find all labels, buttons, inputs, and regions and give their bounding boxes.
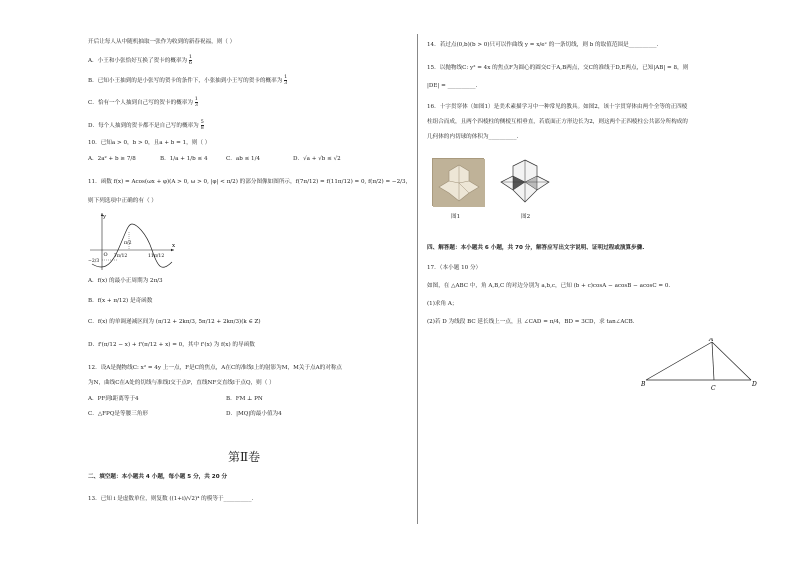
part2-heading: 二、填空题：本小题共 4 小题，每小题 5 分，共 20 分 — [88, 474, 228, 480]
q15: 15．以抛物线C: y² = 4x 的焦点F为圆心的圆交C于A,B两点，交C的准线于D,E两点，已知|AB| = 8，则 — [427, 65, 689, 71]
q12-option-c: C．△FPQ是等腰三角形 — [88, 411, 148, 417]
q10-option-b: B．1/a + 1/b ≤ 4 — [160, 156, 208, 162]
fraction: $\frac{1}{3}$ — [194, 96, 198, 108]
section-title-2: 第Ⅱ卷 — [228, 450, 261, 464]
triangle-figure — [641, 338, 759, 394]
q15-line-2: |DE| = __________. — [427, 83, 478, 89]
column-divider — [417, 34, 418, 524]
label-a: A — [709, 338, 714, 343]
q11-option-a: A．f(x) 的最小正周期为 2π/3 — [88, 278, 163, 284]
q9-option-a: A．小王和小张恰好互换了贺卡的概率为 $\frac{1}{6}$ — [88, 54, 193, 66]
figure-2-caption: 图2 — [521, 214, 531, 220]
q12-option-d: D．|MQ|的最小值为4 — [226, 411, 282, 417]
q10-option-c: C．ab ≤ 1/4 — [226, 156, 261, 162]
q12-option-a: A．PF到l距离等于4 — [88, 396, 139, 402]
q11-option-c: C．f(x) 的单调递减区间为 (π/12 + 2kπ/3, 5π/12 + 2kπ/3)(k ∈ Z) — [88, 319, 261, 325]
line-ac — [712, 342, 714, 380]
q10-option-d: D．√a + √b ≤ √2 — [293, 156, 341, 162]
line-ad — [712, 342, 751, 380]
tick-11pi12: 11π/12 — [148, 254, 165, 259]
q11-stem-2: 则下列选项中正确的有（ ） — [88, 198, 157, 204]
q16: 16．十字贯穿体（如图1）是美术素描学习中一种常见的教具。如图2，该十字贯穿体由两个全等的正四棱 — [427, 104, 688, 110]
figure-2-drawing — [497, 156, 553, 208]
q9-option-b: B．已知小王抽到的是小张写的贺卡的条件下，小张抽到小王写的贺卡的概率为 $\frac{1}{3}$ — [88, 74, 288, 86]
q16-line-3: 几何体的内切球的体积为__________. — [427, 134, 519, 140]
q16-line-2: 柱组合而成，且两个四棱柱的侧棱互相垂直，若底面正方形边长为2，则这两个正四棱柱公共部分所构成的 — [427, 119, 688, 125]
cosine-curve — [92, 224, 172, 267]
y-label: y — [103, 214, 107, 220]
part3-heading: 四、解答题：本小题共 6 小题，共 70 分，解答应写出文字说明、证明过程或演算步骤. — [427, 245, 645, 251]
q17-stem: 如图，在 △ABC 中，角 A,B,C 的对边分别为 a,b,c，已知 (b + c)cosA − acosB − acosC = 0. — [427, 283, 671, 289]
q11-option-d: D．f'(π/12 − x) + f'(π/12 + x) = 0，其中 f'(x) 为 f(x) 的导函数 — [88, 342, 255, 348]
x-axis-arrow — [171, 249, 174, 251]
fraction: $\frac{1}{6}$ — [188, 54, 193, 66]
label-d: D — [752, 381, 757, 388]
origin-label: O — [103, 252, 108, 258]
tick-7pi12: 7π/12 — [114, 254, 128, 259]
q9-option-d: D．每个人抽到的贺卡都不是自己写的概率为 $\frac{5}{8}$ — [88, 119, 204, 131]
q12-stem-2: 为N，曲线C在A处的切线与准线l交于点P，直线NF交直线l于点Q，则（ ） — [88, 380, 275, 386]
x-label: x — [172, 243, 176, 249]
q11-stem: 11．函数 f(x) = Acos(ωx + φ)(A > 0, ω > 0, |φ| < π/2) 的部分图像如图所示，f(7π/12) = f(11π/12) = 0, f(π/2) = −2/3， — [88, 179, 412, 185]
q9-option-c: C．恰有一个人抽到自己写的贺卡的概率为 $\frac{1}{3}$ — [88, 96, 198, 108]
q14: 14．若过点(0,b)(b > 0)只可以作曲线 y = x/eˣ 的一条切线，则 b 的取值范围是__________. — [427, 42, 659, 48]
q17-title: 17．（本小题 10 分） — [427, 265, 482, 271]
q12-stem: 12．设A是抛物线C: x² = 4y 上一点，F是C的焦点，A在C的准线l上的射影为M，M关于点A的对称点 — [88, 365, 343, 371]
line-ab — [646, 342, 712, 380]
q11-option-b: B．f(x + π/12) 是奇函数 — [88, 298, 153, 304]
q10-stem: 10．已知a > 0，b > 0，且a + b = 1，则（ ） — [88, 140, 211, 146]
q13: 13．已知 i 是虚数单位，则复数 ((1+i)/√2)⁴ 的模等于__________. — [88, 496, 254, 502]
cosine-graph — [88, 210, 178, 272]
figure-1-caption: 图1 — [451, 214, 461, 220]
q12-option-b: B．FM ⊥ PN — [226, 396, 263, 402]
q10-option-a: A．2a² + b ≥ 7/8 — [88, 156, 136, 162]
tick-pi2: π/2 — [124, 241, 132, 246]
label-c: C — [711, 385, 716, 392]
fraction: $\frac{5}{8}$ — [200, 119, 204, 131]
intro-line: 开后让每人从中随机抽取一张作为收到的新春祝福，则（ ） — [88, 39, 236, 45]
fraction: $\frac{1}{3}$ — [284, 74, 288, 86]
tick-neg2-3: −2/3 — [88, 259, 100, 264]
q17-part-2: (2)若 D 为线段 BC 延长线上一点，且 ∠CAD = π/4，BD = 3CD，求 tan∠ACB. — [427, 319, 635, 325]
figure-1-photo — [432, 158, 484, 206]
q17-part-1: (1)求角 A； — [427, 301, 458, 307]
label-b: B — [641, 381, 646, 388]
cross-solid-photo — [433, 159, 485, 207]
